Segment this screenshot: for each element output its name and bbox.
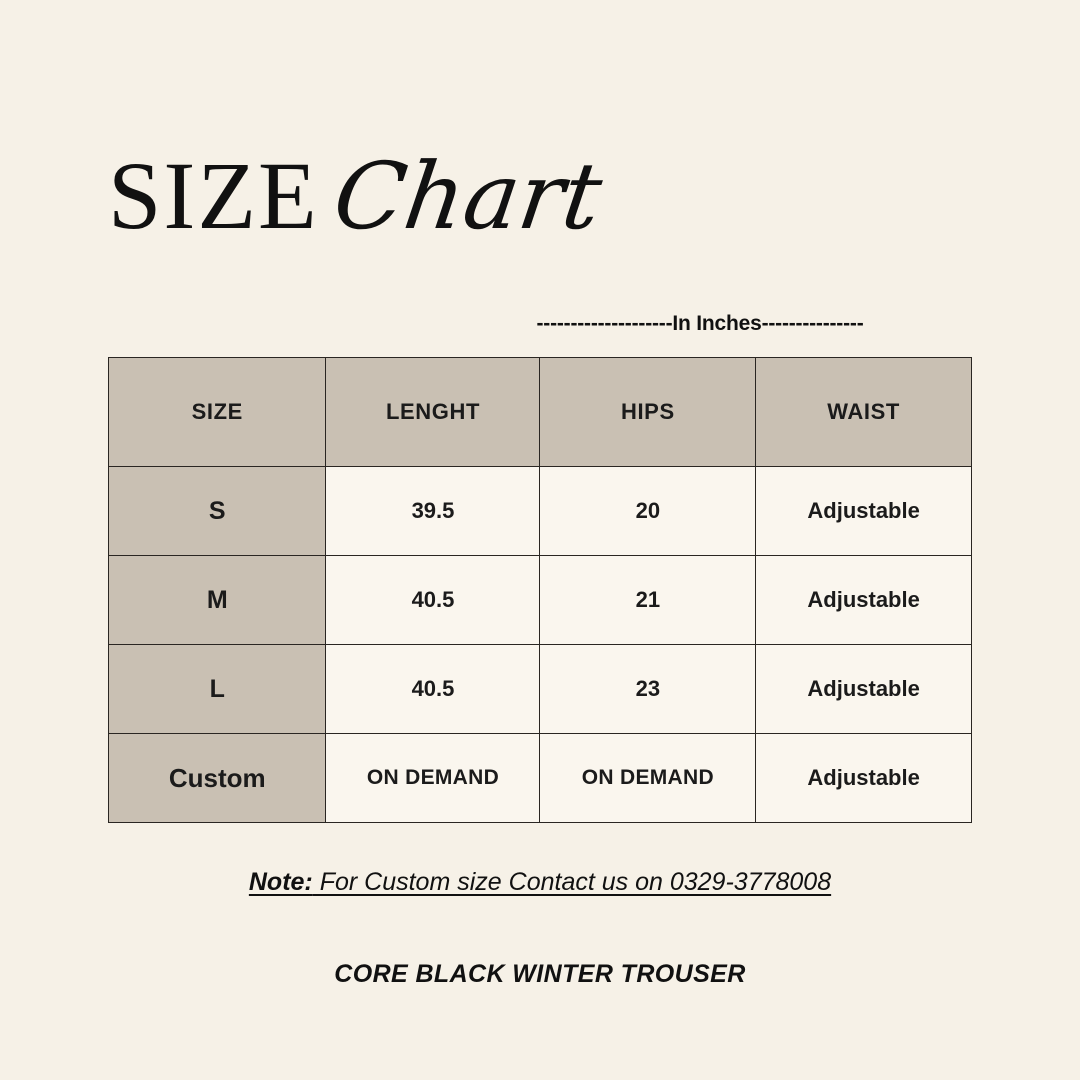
column-header-hips: HIPS [540,358,756,467]
units-caption: --------------------In Inches--------------- [536,312,864,335]
cell-waist: Adjustable [756,734,972,823]
cell-waist: Adjustable [756,556,972,645]
column-header-size: SIZE [109,358,326,467]
cell-size: L [109,645,326,734]
note-label: Note: [248,868,313,896]
note-text: For Custom size Contact us on 0329-3778008 [312,868,832,896]
cell-waist: Adjustable [756,467,972,556]
title-size-word: SIZE [108,142,319,249]
cell-hips: 20 [540,467,756,556]
column-header-length: LENGHT [326,358,540,467]
title-chart-word: Chart [327,143,608,250]
cell-length: ON DEMAND [326,734,540,823]
column-header-waist: WAIST [756,358,972,467]
cell-size: M [109,556,326,645]
cell-hips: 23 [540,645,756,734]
custom-size-note [0,868,1080,897]
page-title [108,142,608,250]
table-row [109,467,972,556]
cell-hips: ON DEMAND [540,734,756,823]
cell-waist: Adjustable [756,645,972,734]
cell-size: S [109,467,326,556]
cell-size: Custom [109,734,326,823]
cell-length: 40.5 [326,645,540,734]
size-chart-table-wrapper [108,357,972,823]
table-row [109,556,972,645]
cell-hips: 21 [540,556,756,645]
table-row [109,645,972,734]
cell-length: 40.5 [326,556,540,645]
table-row [109,734,972,823]
product-name-footer: CORE BLACK WINTER TROUSER [334,960,746,988]
size-chart-table [108,357,972,823]
cell-length: 39.5 [326,467,540,556]
table-header-row [109,358,972,467]
